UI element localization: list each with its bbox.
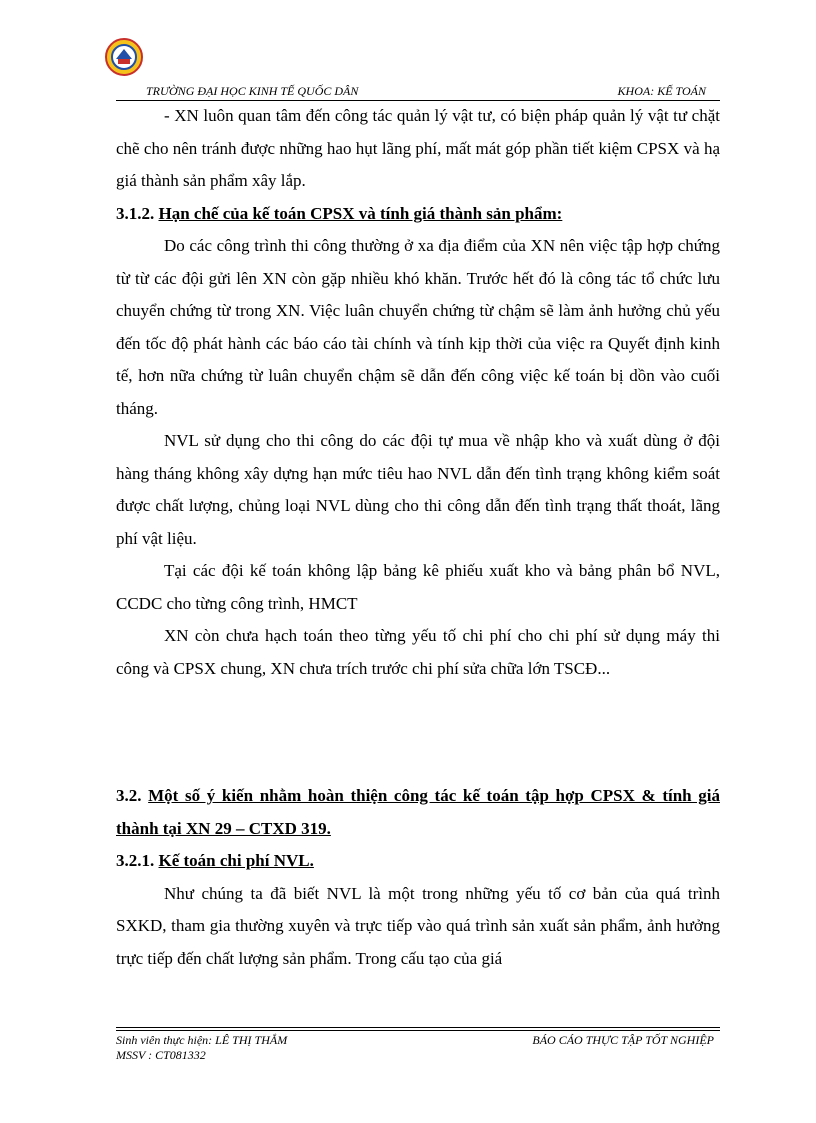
document-body [116,100,720,975]
heading-title: Hạn chế của kế toán CPSX và tính giá thành sản phẩm: [158,203,563,223]
section-heading-3-2 [116,780,720,845]
section-heading-3-2-1 [116,845,720,878]
page-header [116,82,720,101]
footer-report: BÁO CÁO THỰC TẬP TỐT NGHIỆP [532,1033,714,1047]
paragraph: XN còn chưa hạch toán theo từng yếu tố chi phí cho chi phí sử dụng máy thi công và CPSX chung, XN chưa trích trước chi phí sửa chữa lớn TSCĐ... [116,626,720,678]
footer-student: Sinh viên thực hiện: LÊ THỊ THẮM [116,1033,288,1047]
heading-number: 3.1.2. [116,203,155,223]
header-school: TRƯỜNG ĐẠI HỌC KINH TẾ QUỐC DÂN [146,84,359,98]
paragraph: Như chúng ta đã biết NVL là một trong những yếu tố cơ bản của quá trình SXKD, tham gia thường xuyên và trực tiếp vào quá trình sản xuất sản phẩm, ảnh hưởng trực tiếp đến chất lượng sản phẩm. Trong cấu tạo của giá [116,883,720,968]
header-faculty: KHOA: KẾ TOÁN [617,84,706,98]
heading-title: Kế toán chi phí NVL. [158,851,314,870]
section-heading-3-1-2 [116,198,720,231]
paragraph: - XN luôn quan tâm đến công tác quản lý vật tư, có biện pháp quản lý vật tư chặt chẽ cho nên tránh được những hao hụt lãng phí, mất mát góp phần tiết kiệm CPSX và hạ giá thành sản phẩm xây lắp. [116,106,720,190]
heading-number: 3.2.1. [116,851,155,870]
heading-title: Một số ý kiến nhằm hoàn thiện công tác kế toán tập hợp CPSX & tính giá thành tại XN 29 – CTXD 319. [116,786,720,838]
footer-student-id: MSSV : CT081332 [116,1048,206,1062]
university-logo [104,37,144,77]
footer-divider [116,1027,720,1031]
paragraph: Do các công trình thi công thường ở xa địa điểm của XN nên việc tập hợp chứng từ từ các đội gửi lên XN còn gặp nhiều khó khăn. Trước hết đó là công tác tổ chức lưu chuyển chứng từ trong XN. Việc luân chuyển chứng từ chậm sẽ làm ảnh hưởng chủ yếu đến tốc độ phát hành các báo cáo tài chính và tính kịp thời của việc ra Quyết định kinh tế, hơn nữa chứng từ luân chuyển chậm sẽ dẫn đến công việc kế toán bị dồn vào cuối tháng. [116,236,720,418]
paragraph: NVL sử dụng cho thi công do các đội tự mua về nhập kho và xuất dùng ở đội hàng tháng không xây dựng hạn mức tiêu hao NVL dẫn đến tình trạng không kiểm soát được chất lượng, chủng loại NVL dùng cho thi công dẫn đến tình trạng thất thoát, lãng phí vật liệu. [116,431,720,548]
heading-number: 3.2. [116,786,142,805]
paragraph: Tại các đội kế toán không lập bảng kê phiếu xuất kho và bảng phân bổ NVL, CCDC cho từng công trình, HMCT [116,561,720,613]
